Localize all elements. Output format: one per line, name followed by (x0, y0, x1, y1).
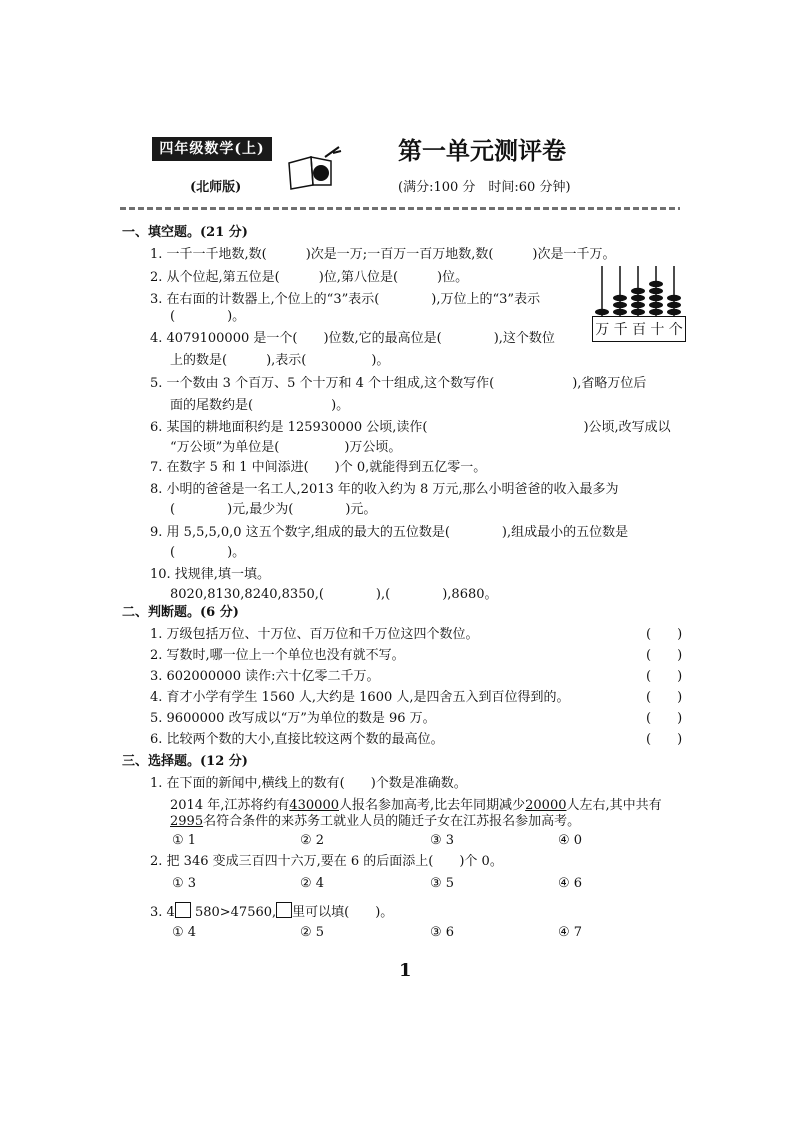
abacus-bead (631, 302, 645, 308)
q1-1: 1. 一千一千地数,数( )次是一万;一百万一百万地数,数( )次是一千万。 (150, 247, 616, 262)
abacus-bead (649, 288, 663, 294)
abacus-bead (649, 309, 663, 315)
blank-box[interactable] (276, 902, 292, 918)
q1-10-cont: 8020,8130,8240,8350,( ),( ),8680。 (170, 587, 498, 602)
abacus-label-wan: 万 (595, 322, 610, 338)
news-line-2: 2995名符合条件的来苏务工就业人员的随迁子女在江苏报名参加高考。 (170, 814, 581, 829)
news-line-1: 2014 年,江苏将约有430000人报名参加高考,比去年同期减少20000人左右,其中共有 (170, 798, 662, 813)
q2-option-1[interactable]: ① 3 (172, 876, 197, 891)
abacus-bead (649, 302, 663, 308)
q1-8: 8. 小明的爸爸是一名工人,2013 年的收入约为 8 万元,那么小明爸爸的收入最多为 (150, 482, 619, 497)
exam-meta: (满分:100 分 时间:60 分钟) (398, 180, 571, 195)
q1-option-3[interactable]: ③ 3 (430, 833, 455, 848)
judge-answer-5[interactable]: ( ) (646, 711, 683, 726)
q1-9: 9. 用 5,5,5,0,0 这五个数字,组成的最大的五位数是( ),组成最小的五位数是 (150, 525, 629, 540)
judge-item-4: 4. 育才小学有学生 1560 人,大约是 1600 人,是四舍五入到百位得到的。 (150, 690, 570, 705)
q1-3: 3. 在右面的计数器上,个位上的“3”表示( ),万位上的“3”表示 (150, 292, 541, 307)
page-title: 第一单元测评卷 (398, 136, 566, 165)
q1-6-cont: “万公顷”为单位是( )万公顷。 (170, 440, 402, 455)
q1-9-cont: ( )。 (170, 545, 246, 560)
judge-answer-3[interactable]: ( ) (646, 669, 683, 684)
section1-heading: 一、填空题。(21 分) (122, 225, 248, 240)
judge-item-1: 1. 万级包括万位、十万位、百万位和千万位这四个数位。 (150, 627, 479, 642)
q3-option-3[interactable]: ③ 6 (430, 925, 455, 940)
q2-option-2[interactable]: ② 4 (300, 876, 325, 891)
q1-8-cont: ( )元,最少为( )元。 (170, 502, 377, 517)
q3-option-1[interactable]: ① 4 (172, 925, 197, 940)
judge-item-6: 6. 比较两个数的大小,直接比较这两个数的最高位。 (150, 732, 444, 747)
q1-4-cont: 上的数是( ),表示( )。 (170, 353, 390, 368)
judge-answer-1[interactable]: ( ) (646, 627, 683, 642)
abacus-bead (613, 309, 627, 315)
q1-2: 2. 从个位起,第五位是( )位,第八位是( )位。 (150, 270, 469, 285)
q1-option-4[interactable]: ④ 0 (558, 833, 583, 848)
abacus-bead (649, 295, 663, 301)
abacus-bead (595, 309, 609, 315)
q1-5-cont: 面的尾数约是( )。 (170, 398, 350, 413)
page-number: 1 (399, 960, 412, 981)
abacus-label-box (592, 316, 686, 342)
abacus-label-qian: 千 (613, 322, 628, 338)
edition-label: (北师版) (190, 180, 242, 195)
abacus-bead (667, 295, 681, 301)
abacus-bead (631, 288, 645, 294)
judge-answer-4[interactable]: ( ) (646, 690, 683, 705)
judge-answer-6[interactable]: ( ) (646, 732, 683, 747)
q3-option-2[interactable]: ② 5 (300, 925, 325, 940)
abacus-label-bai: 百 (631, 322, 646, 338)
abacus-bead (667, 309, 681, 315)
section2-heading: 二、判断题。(6 分) (122, 605, 239, 620)
q1-7: 7. 在数字 5 和 1 中间添进( )个 0,就能得到五亿零一。 (150, 460, 487, 475)
q1-option-2[interactable]: ② 2 (300, 833, 325, 848)
abacus-bead (631, 309, 645, 315)
abacus-diagram (590, 264, 690, 344)
q1-6: 6. 某国的耕地面积约是 125930000 公顷,读作( )公顷,改写成以 (150, 420, 671, 435)
book-mascot-icon (285, 145, 345, 191)
grade-badge: 四年级数学(上) (152, 137, 272, 161)
choice-q2-stem: 2. 把 346 变成三百四十六万,要在 6 的后面添上( )个 0。 (150, 854, 503, 869)
choice-q3-stem: 3. 4 580>47560, 里可以填( )。 (150, 902, 393, 921)
judge-answer-2[interactable]: ( ) (646, 648, 683, 663)
judge-item-3: 3. 602000000 读作:六十亿零二千万。 (150, 669, 380, 684)
judge-item-5: 5. 9600000 改写成以“万”为单位的数是 96 万。 (150, 711, 436, 726)
choice-q1-stem: 1. 在下面的新闻中,横线上的数有( )个数是准确数。 (150, 776, 467, 791)
abacus-label-ge: 个 (668, 322, 683, 338)
judge-item-2: 2. 写数时,哪一位上一个单位也没有就不写。 (150, 648, 405, 663)
q1-4: 4. 4079100000 是一个( )位数,它的最高位是( ),这个数位 (150, 331, 555, 346)
q1-5: 5. 一个数由 3 个百万、5 个十万和 4 个十组成,这个数写作( ),省略万位后 (150, 376, 647, 391)
header-divider (120, 207, 680, 210)
q1-10: 10. 找规律,填一填。 (150, 567, 270, 582)
blank-box[interactable] (175, 902, 191, 918)
abacus-label-shi: 十 (650, 322, 665, 338)
abacus-bead (667, 302, 681, 308)
q1-option-1[interactable]: ① 1 (172, 833, 197, 848)
abacus-bead (649, 281, 663, 287)
abacus-bead (613, 295, 627, 301)
q1-3-cont: ( )。 (170, 309, 246, 324)
abacus-bead (613, 302, 627, 308)
q2-option-4[interactable]: ④ 6 (558, 876, 583, 891)
section3-heading: 三、选择题。(12 分) (122, 754, 248, 769)
q3-option-4[interactable]: ④ 7 (558, 925, 583, 940)
q2-option-3[interactable]: ③ 5 (430, 876, 455, 891)
abacus-bead (631, 295, 645, 301)
